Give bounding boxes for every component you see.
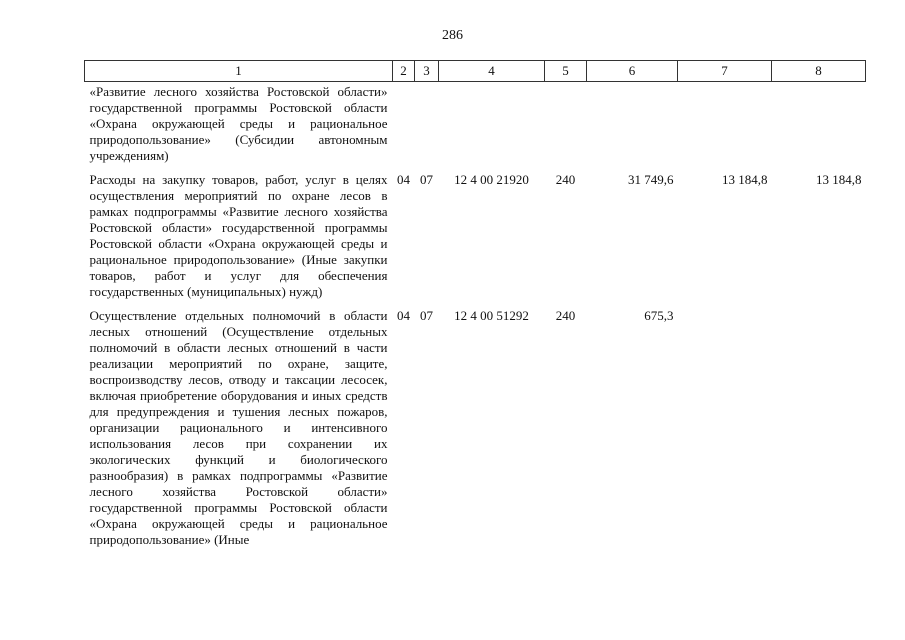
header-cell-section: 2 (393, 61, 415, 82)
row-amount-2: 13 184,8 (722, 172, 768, 187)
row-subsection (415, 82, 439, 165)
table-row (85, 300, 866, 548)
header-cell-expense-type: 5 (545, 61, 587, 82)
row-description: Осуществление отдельных полномочий в области лесных отношений (Осуществление отдельных полномочий в области лесных отношений в части реализации мероприятий по охране, защите, воспроизводству лесов, отводу и таксации лесосек, включая приобретение оборудования и иных средств для предупреждения и тушения лесных пожаров, организации рационального и интенсивного использования лесов при сохранении их экологических функций и биологического разнообразия) в рамках подпрограммы «Развитие лесного хозяйства Ростовской области» государственной программы Ростовской области «Охрана окружающей среды и рациональное природопользование» (Иные (89, 308, 388, 547)
row-target-article: 12 4 00 51292 (454, 308, 529, 323)
row-target-article (439, 82, 545, 165)
row-description: Расходы на закупку товаров, работ, услуг в целях осуществления мероприятий по охране лесов в рамках подпрограммы «Развитие лесного хозяйства Ростовской области» государственной программы Ростовской области «Охрана окружающей среды и рациональное природопользование» (Иные закупки товаров, работ и услуг для обеспечения государственных (муниципальных) нужд) (89, 172, 388, 299)
header-cell-subsection: 3 (415, 61, 439, 82)
row-amount-2 (678, 82, 772, 165)
page-number: 286 (442, 28, 463, 43)
header-cell-description: 1 (85, 61, 393, 82)
row-section: 04 (397, 308, 410, 323)
row-expense-type: 240 (555, 308, 576, 323)
header-cell-amount-1: 6 (587, 61, 678, 82)
row-amount-2 (678, 300, 772, 548)
row-expense-type (545, 82, 587, 165)
row-amount-3 (772, 300, 866, 548)
row-amount-1 (587, 82, 678, 165)
header-cell-amount-3: 8 (772, 61, 866, 82)
header-row (85, 61, 866, 82)
row-section: 04 (397, 172, 410, 187)
row-amount-3 (772, 82, 866, 165)
row-target-article: 12 4 00 21920 (454, 172, 529, 187)
row-subsection: 07 (420, 308, 433, 323)
table-row (85, 82, 866, 165)
row-amount-1: 675,3 (644, 308, 674, 323)
row-section (393, 82, 415, 165)
row-expense-type: 240 (555, 172, 576, 187)
row-amount-3: 13 184,8 (816, 172, 862, 187)
budget-table (84, 60, 866, 548)
header-cell-amount-2: 7 (678, 61, 772, 82)
row-subsection: 07 (420, 172, 433, 187)
row-amount-1: 31 749,6 (628, 172, 674, 187)
row-description: «Развитие лесного хозяйства Ростовской области» государственной программы Ростовской области «Охрана окружающей среды и рациональное природопользование» (Субсидии автономным учреждениям) (89, 84, 388, 163)
table-row (85, 164, 866, 300)
header-cell-target-article: 4 (439, 61, 545, 82)
